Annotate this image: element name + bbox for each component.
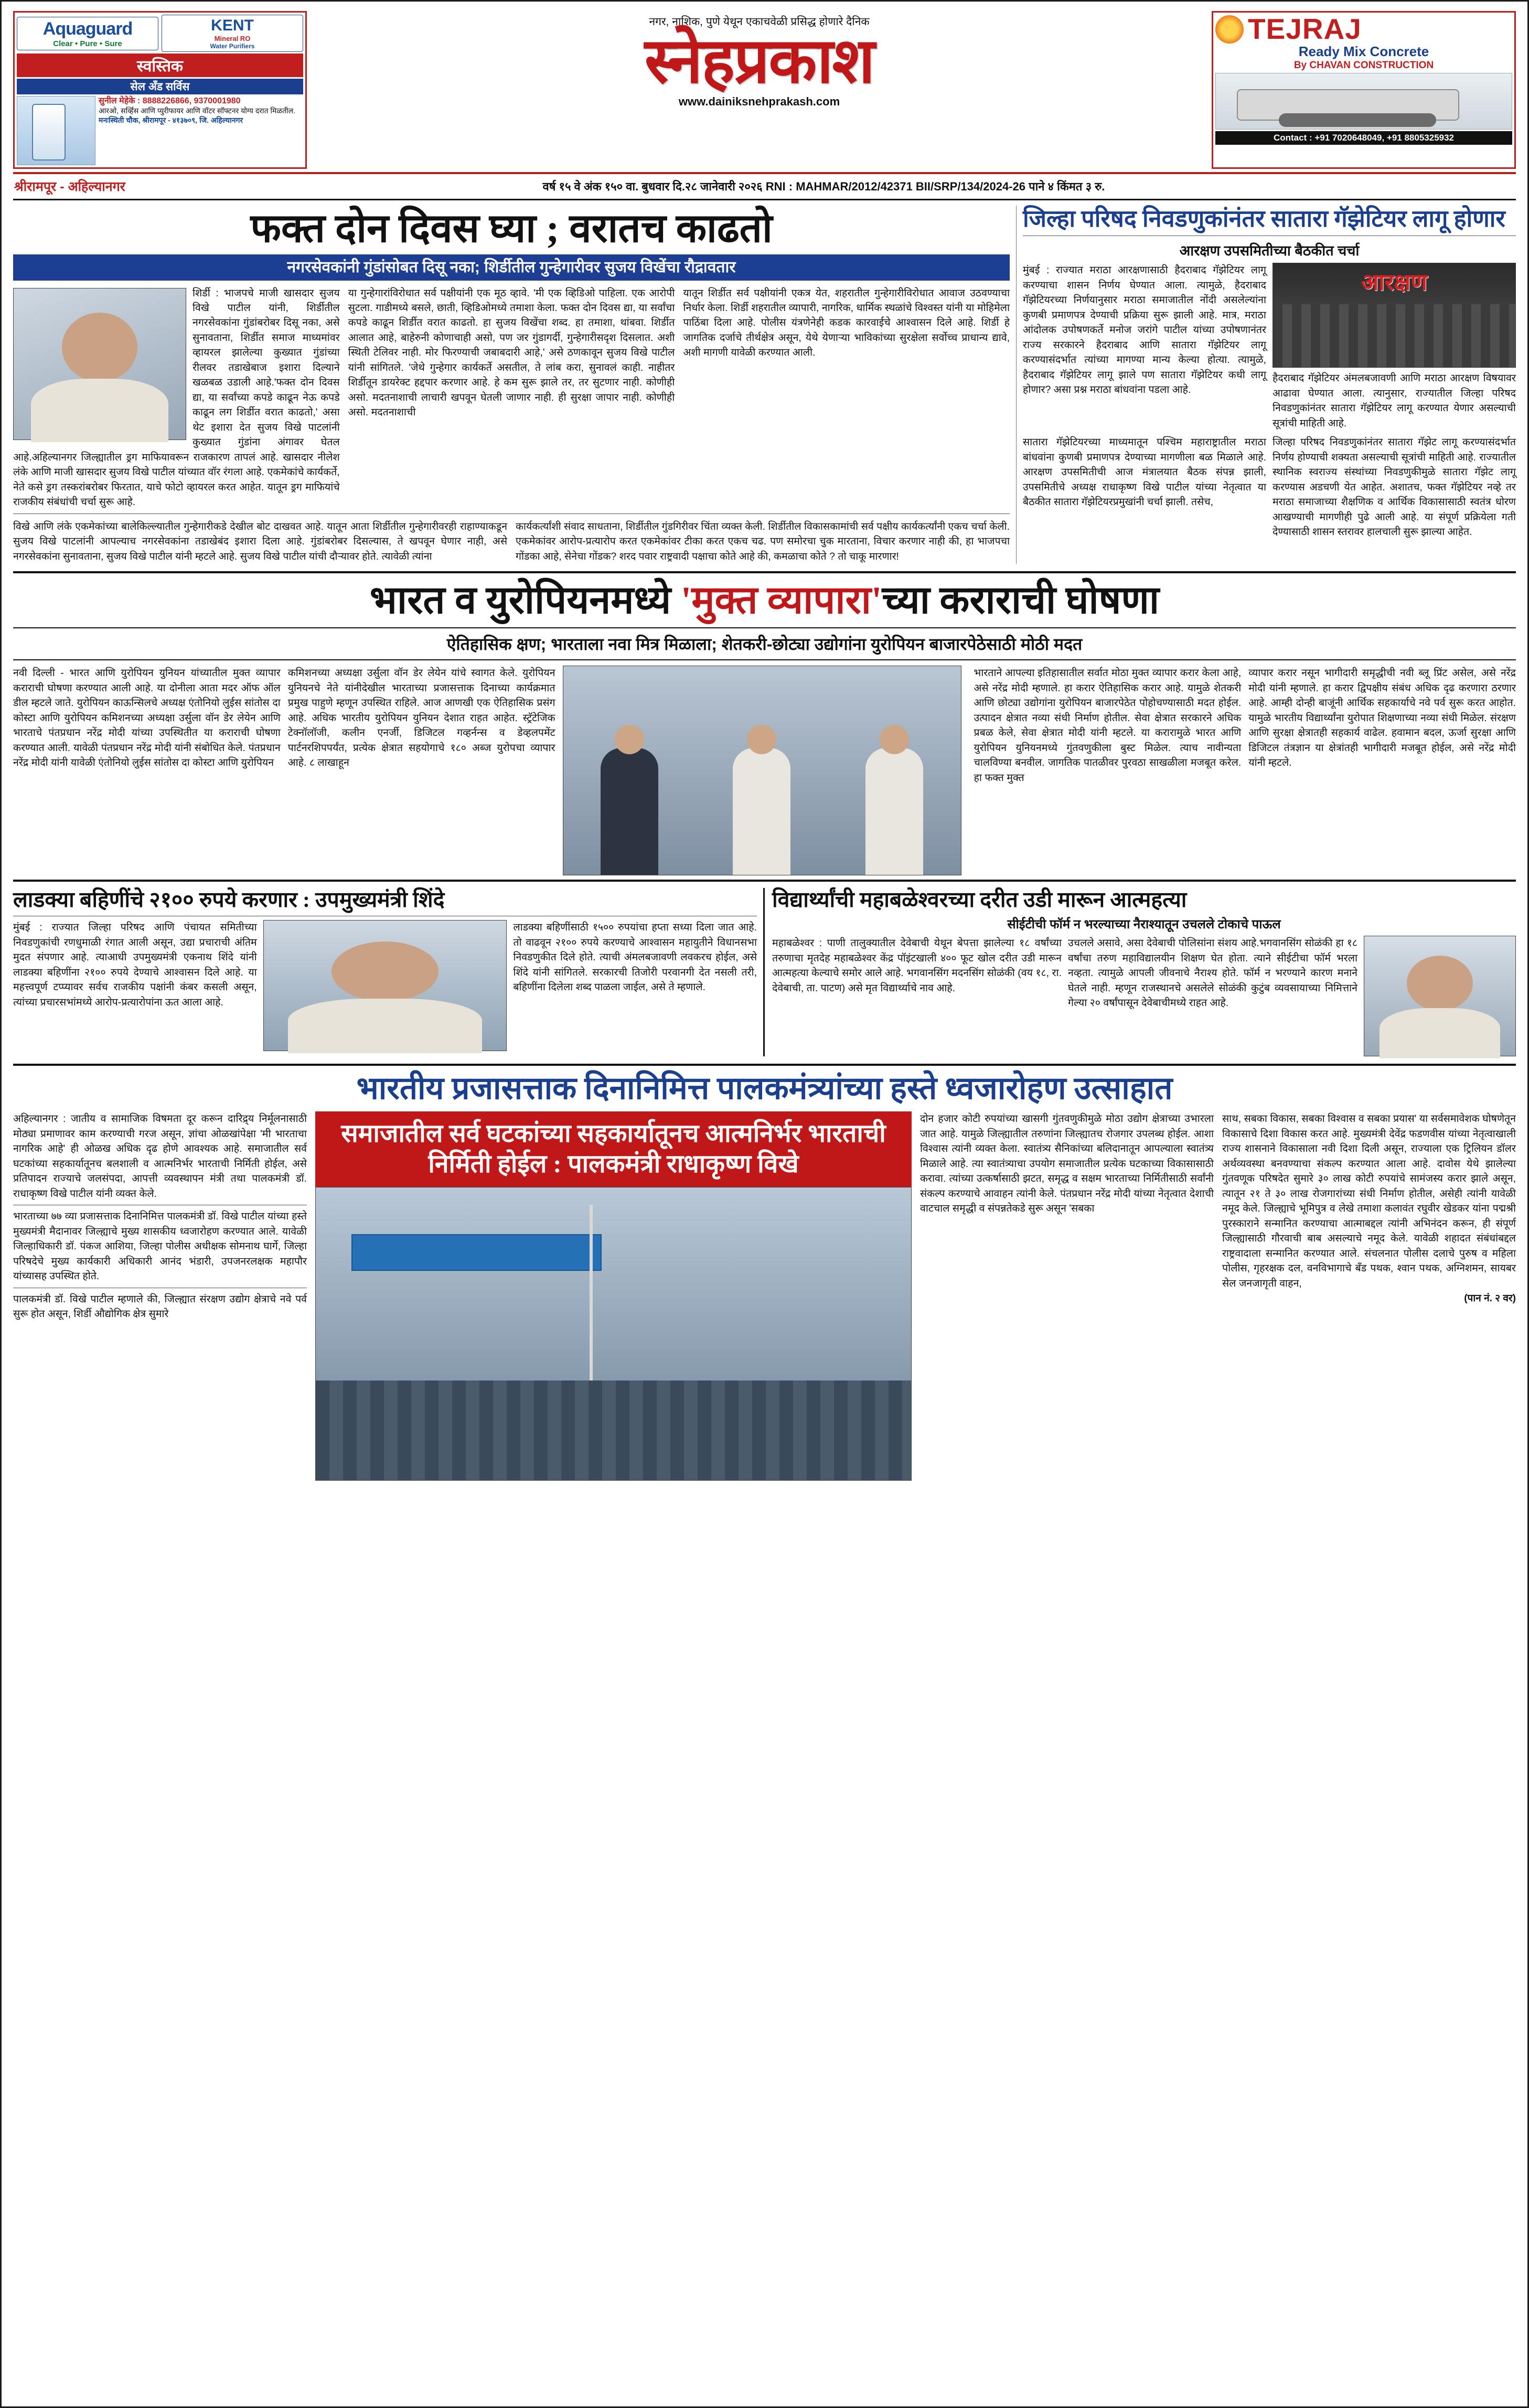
kent-tagline-2: Water Purifiers	[210, 42, 255, 50]
republic-col3-text: दोन हजार कोटी रुपयांच्या खासगी गुंतवणुकीमुळे मोठा उद्योग क्षेत्राच्या उभारला जात आहे. यामुळे जिल्ह्यातील तरुणांना जिल्ह्यातच रोजगार उपलब्ध होईल. आशा विश्वास त्यांनी व्यक्त केला. स्वातंत्र्य सैनिकांच्या बलिदानातून आपल्याला स्वातंत्र्य मिळाले आहे. त्या स्वातंत्र्याचा उपयोग समाजातील प्रत्येक घटकाच्या विकासासाठी करावा. त्यांच्या उत्कर्षासाठी झटत, समृद्ध व सक्षम भारताच्या निर्मितीसाठी सर्वांनी संकल्प करण्याचे आवाहन त्यांनी केले. पंतप्रधान नरेंद्र मोदी यांच्या नेतृत्वात देशाची वाटचाल समृद्धी व संपन्नतेकडे सुरू असून 'सबका	[920, 1113, 1214, 1215]
lead-col2-text: या गुन्हेगारांविरोधात सर्व पक्षीयांनी एक मूठ व्हावे. 'मी एक व्हिडिओ पाहिला. एक आरोपी सुटला. गाडीमध्ये बसले, छाती, व्हिडिओमध्ये तमाशा केला. फक्त दोन दिवस द्या, या सर्वांचा कपडे काढून शिर्डीत वरात काढतो. हा सुजय विखेंचा शब्द. हा तमाशा, थांबवा. शिर्डीत आलात आहे, बाहेरुनी कोणाचाही असो, पण जर गुंडागर्दी, गुन्हेगारीसदृश दिसलात. अशी स्थिती टेलिवर नाही. मोर फिरण्याची जबाबदारी आहे,' असे ठणकावून सुजय विखे पाटील यांनी सांगितले. 'जेथे गुन्हेगार कार्यकर्ते असतील, ते लांब करा, सुनावलं काही. नाहीतर शिर्डीतून डायरेक्ट हद्दपार करणार आहे. हे कम सुरू झाले तर, तर सुटणार नाही. कोणीही असो. मदतनाशाची लाचारी खपवून घेतली जाणार नाही. ही सुरक्षा जापार नाही. कोणीही असो. मदतनाशाची	[348, 287, 675, 419]
aarakshan-label: आरक्षण	[1361, 270, 1428, 296]
leader-figure-1	[601, 748, 658, 875]
ladki-bahin-headline: लाडक्या बहिणींचे २१०० रुपये करणार : उपमुख्यमंत्री शिंदे	[13, 887, 445, 912]
fta-headline-quote: 'मुक्त व्यापारा'	[680, 579, 882, 622]
lead-col-3	[683, 286, 1010, 510]
fta-col2-text: कमिशनच्या अध्यक्षा उर्सुला वॉन डेर लेयेन यांचे स्वागत केले. युरोपियन युनियनचे नेते यांनीदेखील भारताच्या प्रजासत्ताक दिनाच्या कार्यक्रमात प्रमुख पाहुणे म्हणून उपस्थित राहिले. आज आणखी एक ऐतिहासिक प्रसंग आहे. अधिक भारतीय युरोपियन युनियन देशात राहत आहेत. स्ट्रॅटेजिक टेक्नॉलॉजी, कलीन एनर्जी, डिजिटल गव्हर्नन्स व डेव्हलपमेंट पार्टनरशिपपर्यंत, प्रत्येक क्षेत्रात सहयोगाचे १८० अब्ज युरोपचा व्यापार आहे. ८ लाखाहून	[287, 667, 555, 769]
shinde-body	[288, 999, 482, 1053]
event-banner	[351, 1234, 602, 1271]
kent-brand: KENT	[211, 17, 254, 34]
newspaper-title: स्नेहप्रकाश	[644, 26, 874, 96]
satara-col1b-text: सातारा गॅझेटियरच्या माध्यमातून पश्चिम महाराष्ट्रातील मराठा बांधवांना कुणबी प्रमाणपत्र देण्याच्या मागणीला बळ मिळाले आहे. आरक्षण उपसमितीची आज मंत्रालयात बैठक संपन्न झाली, उपसमितीचे अध्यक्ष राधाकृष्ण विखे पाटील यांच्या नेतृत्वात या बैठकीत सातारा गॅझेटियरप्रमुखांनी चर्चा झाली. तसेच,	[1023, 436, 1266, 508]
newspaper-website[interactable]: www.dainiksnehprakash.com	[678, 95, 840, 108]
student-body	[1380, 1008, 1500, 1058]
police-parade-crowd	[316, 1380, 911, 1480]
fta-photo-wrap	[563, 666, 967, 875]
edition-info-bar	[13, 174, 1516, 200]
water-purifier-photo	[17, 96, 95, 165]
aquaguard-brand: Aquaguard	[42, 18, 133, 39]
tejraj-brand: TEJRAJ	[1248, 13, 1362, 45]
fta-col4-text: व्यापार करार नसून भागीदारी समृद्धीची नवी ब्लू प्रिंट असेल, असे नरेंद्र मोदी यांनी म्हणाले. हा करार द्विपक्षीय संबंध अधिक दृढ करणारा ठरणार आहे. आम्ही दोन्ही बाजूंनी आर्थिक सहकार्याचे नवे पर्व सुरू करत आहोत. यामुळे भारतीय विद्यार्थ्यांना युरोपात शिक्षणाच्या नव्या संधी मिळेल. संरक्षण आणि सुरक्षा क्षेत्रातही सहकार्य वाढेल. हवामान बदल, ऊर्जा सुरक्षा आणि डिजिटल तंत्रज्ञान या क्षेत्रांतही भागीदारी मजबूत होईल, असे नरेंद्र मोदी यांनी म्हटले.	[1248, 667, 1516, 769]
republic-quote-banner: समाजातील सर्व घटकांच्या सहकार्यातूनच आत्मनिर्भर भारताची निर्मिती होईल : पालकमंत्री राधाकृष्ण विखे	[315, 1111, 912, 1186]
republic-center	[315, 1111, 912, 1480]
sun-icon	[1215, 15, 1244, 44]
satara-col2-text: हैदराबाद गॅझेटियर अंमलबजावणी आणि मराठा आरक्षण विषयावर आढावा घेण्यात आला. त्यानुसार, राज्यातील जिल्हा परिषद निवडणुकांनंतर सातारा गॅझेटियर लागू करण्यात येणार असल्याची सूत्रांची माहिती आहे.	[1273, 372, 1516, 429]
dealer-service-line: सेल अँड सर्विस	[17, 79, 303, 94]
fta-col1-text: नवी दिल्ली - भारत आणि युरोपियन युनियन यांच्यातील मुक्त व्यापार कराराची घोषणा करण्यात आली आहे. या दोनीला आता मदर ऑफ ऑल डील म्हटले जाते. युरोपियन काऊन्सिलचे अध्यक्ष एंतोनियो लुईस सांतोस दा कोस्टा आणि युरोपियन कमिशनच्या अध्यक्षा उर्सुला वॉन डेर लेयेन आणि भारताचे पंतप्रधान नरेंद्र मोदी यांच्या उपस्थितीत या कराराची घोषणा करण्यात आली. यावेळी पंतप्रधान नरेंद्र मोदी यांनी संबोधित केले. पंतप्रधान नरेंद्र मोदी यांनी यावेळी एंतोनियो लुईस सांतोस दा कोस्टा आणि युरोपियन	[13, 667, 281, 769]
lead-col1b-text: विखे आणि लंके एकमेकांच्या बालेकिल्ल्यातील गुन्हेगारीकडे देखील बोट दाखवत आहे. यातून आता शिर्डीतील गुन्हेगारीवरही राहाण्याकडून सुजय विखे पाटलांनी आपल्याच नगरसेवकांना तडाखेबंद इशारा दिला आहे. गुंडांबरोबर दिसल्यास, ते खपवून घेणार नाही, असे नगरसेवकांना सुनावताना, सुजय विखे पाटील यांनी म्हटले आहे. सुजय विखे पाटील यांची दौऱ्यावर होते. त्यावेळी त्यांना	[13, 520, 507, 562]
student-col-1	[772, 936, 1062, 1056]
republic-col-3	[920, 1111, 1214, 1480]
lead-story	[13, 206, 1010, 564]
student-suicide-subheadline: सीईटीची फॉर्म न भरल्याच्या नैराश्यातून उचलले टोकाचे पाऊल	[1007, 917, 1281, 932]
masthead	[13, 11, 1516, 174]
fta-headline	[13, 580, 1516, 622]
kent-logo	[162, 15, 303, 52]
kent-tagline: Mineral RO	[214, 35, 251, 42]
portrait-body	[31, 379, 168, 442]
ladki-bahin-story	[13, 888, 765, 1056]
tejraj-company: By CHAVAN CONSTRUCTION	[1293, 60, 1434, 71]
flag-pole	[590, 1205, 593, 1410]
eknath-shinde-photo	[263, 920, 507, 1051]
ad-aquaguard-kent[interactable]	[13, 11, 307, 169]
satara-col2b-text: जिल्हा परिषद निवडणुकांनंतर सातारा गॅझेट लागू करण्यासंदर्भात निर्णय होण्याची शक्यता असल्याची सूत्रांची माहिती आहे. राज्यातील स्थानिक स्वराज्य संस्थांच्या निवडणुकीमुळे सातारा गॅझेट लागू करण्यास अडचणी येत आहेत. अशातच, फक्त गॅझेटियर नव्हे तर मराठा समाजाच्या शैक्षणिक व आर्थिक विकासासाठी स्वतंत्र धोरण आखण्याची मागणीही पुढे आली आहे. या संपूर्ण प्रक्रियेला गती देण्यासाठी शासन स्तरावर हालचाली सुरू झाल्या आहेत.	[1273, 436, 1516, 538]
lead-col-1	[13, 286, 340, 510]
lead-col3-text: यातून शिर्डीत सर्व पक्षीयांनी एकत्र येत, शहरातील गुन्हेगारीविरोधात आवाज उठवण्याचा निर्धार केला. शिर्डी शहरातील व्यापारी, नागरिक, धार्मिक स्थळांचे विश्वस्त यांनी या मोहिमेला पाठिंबा दिला आहे. पोलीस यंत्रणेनेही कडक कारवाईचे आश्वासन दिले आहे. शिर्डी हे जागतिक दर्जाचे तीर्थक्षेत्र असून, येथे येणाऱ्या भाविकांच्या सुरक्षेला सर्वोच्च प्राधान्य द्यावे, अशी मागणी यावेळी करण्यात आली.	[683, 287, 1010, 359]
aquaguard-logo	[17, 17, 158, 50]
satara-col1-text: मुंबई : राज्यात मराठा आरक्षणासाठी हैदराबाद गॅझेटियर लागू करण्याचा शासन निर्णय घेण्यात आला. त्यामुळे, हैदराबाद गॅझेटियरच्या निर्णयानुसार मराठा समाजातील नोंदी असलेल्यांना कुणबी प्रमाणपत्र देण्याची प्रक्रिया सुरू झाली आहे. मात्र, मराठा आंदोलक उपोषणकर्ते मनोज जरांगे पाटील यांच्या उपोषणानंतर राज्य सरकारने हैदराबाद आणि सातारा गॅझेटियर लागू करण्यासंदर्भात त्यांच्या मागण्या मान्य केल्या होत्या. त्यामुळे, हैदराबाद गॅझेटियर लागू झाले पण सातारा गॅझेटियर कधी लागू होणार? असा प्रश्न मराठा बांधवांना पडला आहे.	[1023, 264, 1266, 396]
dealer-phone: सुनील मेहेके : 8888226866, 9370001980	[99, 97, 241, 105]
fta-headline-part1: भारत व युरोपियनमध्ये	[369, 579, 681, 622]
satara-col-1b	[1023, 435, 1266, 539]
student-col-2	[1068, 936, 1357, 1056]
ad-tejraj[interactable]	[1212, 11, 1516, 169]
fta-col-1	[13, 666, 281, 875]
satara-gazetteer-story	[1016, 206, 1516, 564]
fta-headline-part2: च्या कराराची घोषणा	[882, 579, 1160, 622]
republic-col1-text: अहिल्यानगर : जातीय व सामाजिक विषमता दूर करून दारिद्र्य निर्मूलनासाठी मोठ्या प्रमाणावर काम करण्याची गरज असून, ज्ञांचा ओळखांपेक्षा 'मी भारताचा नागरिक आहे' ही ओळख अधिक दृढ होणे आवश्यक आहे. समाजातील सर्व घटकांच्या सहकार्यातूनच बलशाली व आत्मनिर्भर भारताची निर्मिती होईल, असे प्रतिपादन राज्याचे जलसंपदा, आपत्ती व्यवस्थापन मंत्री तथा पालकमंत्री डॉ. राधाकृष्ण विखे पाटील यांनी व्यक्त केले.	[13, 1113, 307, 1200]
shinde-face	[332, 941, 439, 1001]
republic-col1b-text: भारताच्या ७७ व्या प्रजासत्ताक दिनानिमित्त पालकमंत्री डॉ. विखे पाटील यांच्या हस्ते मुख्यमंत्री मैदानावर जिल्ह्याचे मुख्य शासकीय ध्वजारोहण करण्यात आले. यावेळी जिल्हाधिकारी डॉ. पंकज आशिया, जिल्हा पोलीस अधीक्षक सोमनाथ घार्गे, जिल्हा परिषदेचे मुख्य कार्यकारी अधिकारी आनंद भंडारी, उपजनरलक्षक महापौर यांच्यासह उपस्थित होते.	[13, 1211, 307, 1282]
ladki-bahin-photo-col	[263, 920, 507, 1051]
lead-headline: फक्त दोन दिवस घ्या ; वरातच काढतो	[250, 207, 773, 251]
fta-banner-story	[13, 571, 1516, 882]
student-photo	[1364, 936, 1516, 1056]
student-suicide-story	[772, 888, 1516, 1056]
lead-col-2	[348, 286, 675, 510]
satara-col-1	[1023, 263, 1266, 431]
masthead-tagline: नगर, नाशिक, पुणे येथून एकाचवेळी प्रसिद्ध होणारे दैनिक	[649, 16, 870, 28]
protest-crowd	[1273, 304, 1515, 367]
lead-col1-text: शिर्डी : भाजपचे माजी खासदार सुजय विखे पाटील यांनी, शिर्डीतील नगरसेवकांना गुंडांबरोबर दिसू नका, असे सुनावताना, शिर्डीत समाज माध्यमांवर व्हायरल झालेल्या कुख्यात गुंडांच्या रीलवर तडाखेबाज इशारा दिल्याने खळबळ उडाली आहे.'फक्त दोन दिवस द्या, या सर्वांच्या कपडे काढून नेऊ कपडे काढून लग शिर्डीत वरात काढतो,' असा थेट इशारा देत सुजय विखे पाटलांनी कुख्यात गुंडांना अंगावर घेतल आहे.अहिल्यानगर जिल्ह्यातील ड्रग माफियावरून राजकारण तापलं आहे. खासदार नीलेश लंके आणि माजी खासदार सुजय विखे पाटील यांच्यात वॉर रंगला आहे. एकमेकांचे कार्यकर्ते, नेते कसे ड्रग तस्करांबरोबर फिरतात, याचे फोटो व्हायरल करत आहेत. यातून ड्रग माफियांचे राजकीय संबंधांची चर्चा सुरू आहे.	[13, 287, 340, 508]
dealer-services: आरओ, सर्व्हिस आणि प्युरीफायर आणि वॉटर सॉफ्टनर योग्य दरात मिळतील.	[99, 106, 296, 115]
modi-eu-leaders-photo	[563, 666, 961, 875]
ladki-bahin-col2-text: लाडक्या बहिणींसाठी १५०० रुपयांचा हप्ता सध्या दिला जात आहे. तो वाढवून २१०० रुपये करण्याचे आश्वासन महायुतीने विधानसभा निवडणुकीत दिले होते. त्याची अंमलबजावणी लवकरच होईल, असे शिंदे यांनी सांगितले. सरकारची तिजोरी परवानगी देत नसली तरी, बहिणींना दिलेला शब्द पाळला जाईल, असे ते म्हणाले.	[513, 922, 757, 993]
satara-col-2b	[1273, 435, 1516, 539]
ladki-bahin-col1-text: मुंबई : राज्यात जिल्हा परिषद आणि पंचायत समितीच्या निवडणुकांची रणधुमाळी रंगात आली असून, उद्या प्रचाराची अंतिम मुदत संपणार आहे. त्याआधी उपमुख्यमंत्री एकनाथ शिंदे यांनी लाडक्या बहिणींना २१०० रुपये देण्याचे आश्वासन दिले आहे. या महत्त्वपूर्ण टप्प्यावर सर्वच राजकीय पक्षांनी कंबर कसली असून, त्यांच्या प्रचारसभांमध्ये आरोप-प्रत्यारोपांना ऊत आला आहे.	[13, 922, 257, 1008]
republic-col4-text: साथ, सबका विकास, सबका विश्वास व सबका प्रयास' या सर्वसमावेशक घोषणेतून विकासाचे दिशा विकास करत आहे. मुख्यमंत्री देवेंद्र फडणवीस यांच्या नेतृत्वाखाली राज्य शासनाने विकासाला नवी दिशा दिली असून, राज्याला एक ट्रिलियन डॉलर अर्थव्यवस्था बनवण्याचा संकल्प करण्यात आला आहे. दावोस येथे झालेल्या गुंतवणूक परिषदेत सुमारे ३० लाख कोटी रुपयांचे सामंजस्य करार झाले असून, त्यातून २१ ते ३० लाख रोजगारांच्या संधी निर्माण होतील, असेही त्यांनी यावेळी नमूद केले. जिल्ह्याचे भूमिपुत्र व लेखे तमाशा कलावंत रघुवीर खेडकर यांना पद्मश्री पुरस्काराने सन्मानित करण्याचा आत्माबद्दल त्यांनी अभिनंदन करून, ही संपूर्ण जिल्ह्यासाठी गौरवाची बाब असल्याचे नमूद केले. यावेळी शहादत संबंधांबद्दल राष्ट्रवादाला सन्मानित करण्यात आले. संचलनात पोलीस दलाचे पुरुष व महिला पोलीस, गृहरक्षक दल, वनविभागाचे बँड पथक, श्वान पथक, अग्निशमन, सायबर सेल जनजागृती वाहन,	[1222, 1113, 1516, 1289]
republic-col1c-text: पालकमंत्री डॉ. विखे पाटील म्हणाले की, जिल्ह्यात संरक्षण उद्योग क्षेत्राचे नवे पर्व सुरू होत असून, शिर्डी औद्योगिक क्षेत्र सुमारे	[13, 1293, 307, 1320]
lead-subheadline: नगरसेवकांनी गुंडांसोबत दिसू नका; शिर्डीतील गुन्हेगारीवर सुजय विखेंचा रौद्रावतार	[13, 254, 1010, 281]
flag-hoisting-photo	[315, 1187, 912, 1481]
dealer-name: स्वस्तिक	[17, 53, 303, 77]
edition-place: श्रीरामपूर - अहिल्यानगर	[14, 179, 125, 194]
portrait-face	[62, 313, 137, 382]
aarakshan-photo	[1273, 263, 1516, 368]
fta-col-3	[974, 666, 1242, 875]
leader-figure-2	[733, 748, 790, 875]
tejraj-tagline: Ready Mix Concrete	[1298, 44, 1429, 59]
tejraj-contact: Contact : +91 7020648049, +91 8805325932	[1215, 131, 1512, 145]
republic-col-4	[1222, 1111, 1516, 1480]
concrete-mixer-truck-photo	[1215, 73, 1512, 130]
fta-col-2	[288, 666, 555, 875]
fta-col3-text: भारताने आपल्या इतिहासातील सर्वात मोठा मुक्त व्यापार करार केला आहे, असे नरेंद्र मोदी म्हणाले. हा करार ऐतिहासिक करार आहे. यामुळे शेतकरी आणि छोट्या उद्योगांना युरोपियन बाजारपेठेत पोहोचण्यासाठी मदत होईल. उत्पादन क्षेत्रात नव्या संधी निर्माण होतील. सेवा क्षेत्रात सरकारने अधिक प्रबळ केले, सेवा क्षेत्रात मोदी यांनी म्हटले. या करारामुळे भारत आणि युरोपियन युनियनमध्ये गुंतवणुकीला बुस्ट मिळेल. त्याच नावीन्यता चालविण्या बनवील. जागतिक पातळीवर पुरवठा साखळीला मजबूत करेल. हा फक्त मुक्त	[974, 667, 1242, 784]
ladki-bahin-col-1	[13, 920, 257, 1051]
student-face	[1407, 956, 1473, 1011]
student-col2-text: उचलले असावे, असा देवेबाची पोलिसांना संशय आहे.भगवानसिंग सोळंकी हा १८ वर्षांचा तरुण महाविद्यालयीन शिक्षण घेत होता. त्याने सीईटीचा फॉर्म भरला नव्हता. त्यामुळे आपली जीवनाचे नैराश्य होते. फॉर्म न भरण्याने कारण मनाने घेतले नाही. म्हणून राजस्थानचे असलेले सोळंकी कुटुंब व्यवसायाच्या निमित्ताने गेल्या २० वर्षांपासून देवेबाचीमध्ये राहत आहे.	[1068, 937, 1357, 1009]
lead-col-1b	[13, 519, 507, 564]
republic-day-story	[13, 1064, 1516, 1480]
republic-col-1	[13, 1111, 307, 1480]
republic-day-headline: भारतीय प्रजासत्ताक दिनानिमित्त पालकमंत्र्यांच्या हस्ते ध्वजारोहण उत्साहात	[356, 1071, 1173, 1106]
top-section	[13, 206, 1516, 564]
satara-headline: जिल्हा परिषद निवडणुकांनंतर सातारा गॅझेटियर लागू होणार	[1023, 206, 1505, 232]
leader-figure-3	[865, 748, 923, 875]
edition-details: वर्ष १५ वे अंक १५० वा. बुधवार दि.२८ जानेवारी २०२६ RNI : MAHMAR/2012/42371 BII/SRP/134/2024-26 पाने ४ किंमत ३ रु.	[542, 180, 1105, 193]
sujay-vikhe-photo	[13, 288, 186, 440]
satara-col-2	[1273, 263, 1516, 431]
fta-subheadline: ऐतिहासिक क्षण; भारताला नवा मित्र मिळाला; शेतकरी-छोट्या उद्योगांना युरोपियन बाजारपेठेसाठी मोठी मदत	[13, 627, 1516, 660]
student-photo-col	[1364, 936, 1516, 1056]
lead-col2b-text: कार्यकर्त्यांशी संवाद साधताना, शिर्डीतील गुंडगिरीवर चिंता व्यक्त केली. शिर्डीतील विकासकामांची सर्व पक्षीय कार्यकर्त्यांनी एकच चर्चा केली. एकमेकांवर आरोप-प्रत्यारोप करत एकमेकांवर टीका करत एकच चढ. पण समोरचा चुक मारताना, विचार करणार नाही की, हा भाजपचा गोंडका आहे, सेनेचा गोंडक? शरद पवार राष्ट्रवादी पक्षाचा कोते आहे की, कमळाचा कोते ? तो चाकू मारणार!	[516, 520, 1010, 562]
lead-col-2b	[516, 519, 1010, 564]
fta-col-4	[1248, 666, 1516, 875]
continued-note: (पान नं. २ वर)	[1464, 1293, 1516, 1304]
aquaguard-tagline: Clear • Pure • Sure	[53, 39, 122, 48]
satara-subheadline: आरक्षण उपसमितीच्या बैठकीत चर्चा	[1179, 243, 1360, 259]
masthead-center	[312, 11, 1206, 169]
student-col1-text: महाबळेश्वर : पाणी तालुक्यातील देवेबाची येथून बेपत्ता झालेल्या १८ वर्षांच्या तरुणाचा मृतदेह महाबळेश्वर केंद्र पॉइंटखाली ४०० फूट खोल दरीत उडी मारून आत्महत्या केल्याचे समोर आले आहे. भगवानसिंग मदनसिंग सोळंकी (वय १८, रा. देवेबाची, ता. पाटण) असे मृत विद्यार्थ्याचे नाव आहे.	[772, 937, 1062, 994]
dealer-address: मनःस्थिती चौक, श्रीरामपूर - ४१३७०९, जि. अहिल्यानगर	[99, 115, 243, 124]
mid-stories	[13, 888, 1516, 1056]
leaders-group	[563, 712, 961, 875]
ladki-bahin-col-2	[513, 920, 757, 1051]
student-suicide-headline: विद्यार्थ्यांची महाबळेश्वरच्या दरीत उडी मारून आत्महत्या	[772, 887, 1187, 912]
